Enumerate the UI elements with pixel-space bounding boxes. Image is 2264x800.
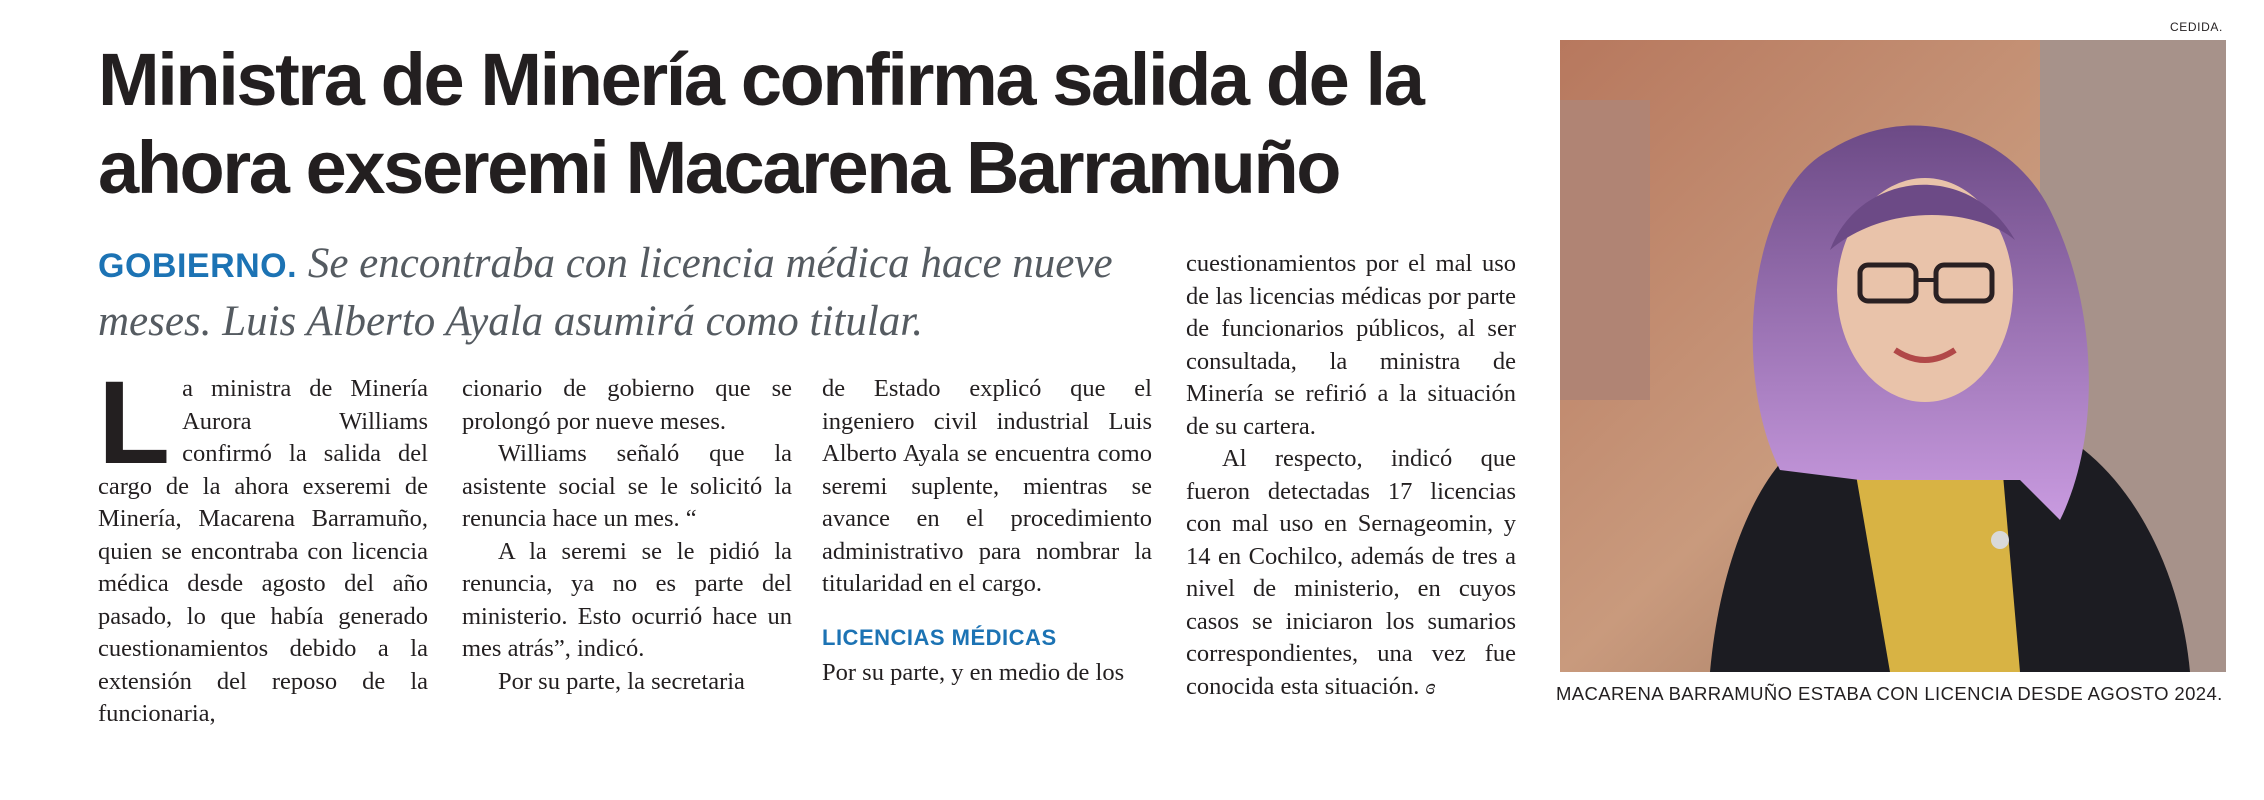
body-paragraph: Por su parte, y en medio de los xyxy=(822,658,1125,686)
subheading: LICENCIAS MÉDICAS xyxy=(822,624,1057,650)
body-paragraph-text: Al respecto, indicó que fueron detectadas 17 licencias con mal uso en Sernageomin, y 14 en Cochilco, además de tres a nivel de ministerio, en cuyos casos se iniciaron los sumarios correspondientes, una vez fue conocida esta situación. xyxy=(1186,445,1516,700)
drop-cap: L xyxy=(98,373,171,489)
body-paragraph: cionario de gobierno que se prolongó por nueve meses. xyxy=(462,375,792,435)
body-column-3 xyxy=(822,373,1152,689)
body-column-4 xyxy=(1186,248,1516,703)
body-paragraph xyxy=(1186,443,1516,703)
dek xyxy=(98,236,1168,349)
body-column-2 xyxy=(462,373,792,698)
headline: Ministra de Minería confirma salida de la ahora exseremi Macarena Barramuño xyxy=(98,38,1423,209)
section-label: GOBIERNO. xyxy=(98,247,298,285)
body-column-1 xyxy=(98,373,428,733)
body-paragraph-text: a ministra de Minería Aurora Williams confirmó la salida del cargo de la ahora exseremi de Minería, Macarena Barramuño, quien se encontraba con licencia médica desde agosto del año pasado, lo que había generado cuestionamientos debido a la extensión del reposo de la funcionaria, xyxy=(98,375,428,727)
photo-caption: MACARENA BARRAMUÑO ESTABA CON LICENCIA DESDE AGOSTO 2024. xyxy=(1556,683,2223,704)
body-paragraph xyxy=(98,373,428,731)
body-paragraph: A la seremi se le pidió la renuncia, ya no es parte del ministerio. Esto ocurrió hace un mes atrás”, indicó. xyxy=(462,537,792,662)
body-paragraph: Williams señaló que la asistente social se le solicitó la renuncia hace un mes. “ xyxy=(462,440,792,532)
portrait-photo xyxy=(1560,40,2226,672)
end-mark-icon: ɞ xyxy=(1425,673,1436,699)
body-paragraph: Por su parte, la secretaria xyxy=(498,667,745,695)
body-paragraph: cuestionamientos por el mal uso de las licencias médicas por parte de funcionarios públicos, al ser consultada, la ministra de Minería se refirió a la situación de su cartera. xyxy=(1186,250,1516,440)
photo-credit: CEDIDA. xyxy=(2170,20,2223,34)
body-paragraph: de Estado explicó que el ingeniero civil industrial Luis Alberto Ayala se encuentra como seremi suplente, mientras se avance en el procedimiento administrativo para nombrar la titularidad en el cargo. xyxy=(822,375,1152,597)
dek-text: Se encontraba con licencia médica hace nueve meses. Luis Alberto Ayala asumirá como titular. xyxy=(98,240,1113,345)
